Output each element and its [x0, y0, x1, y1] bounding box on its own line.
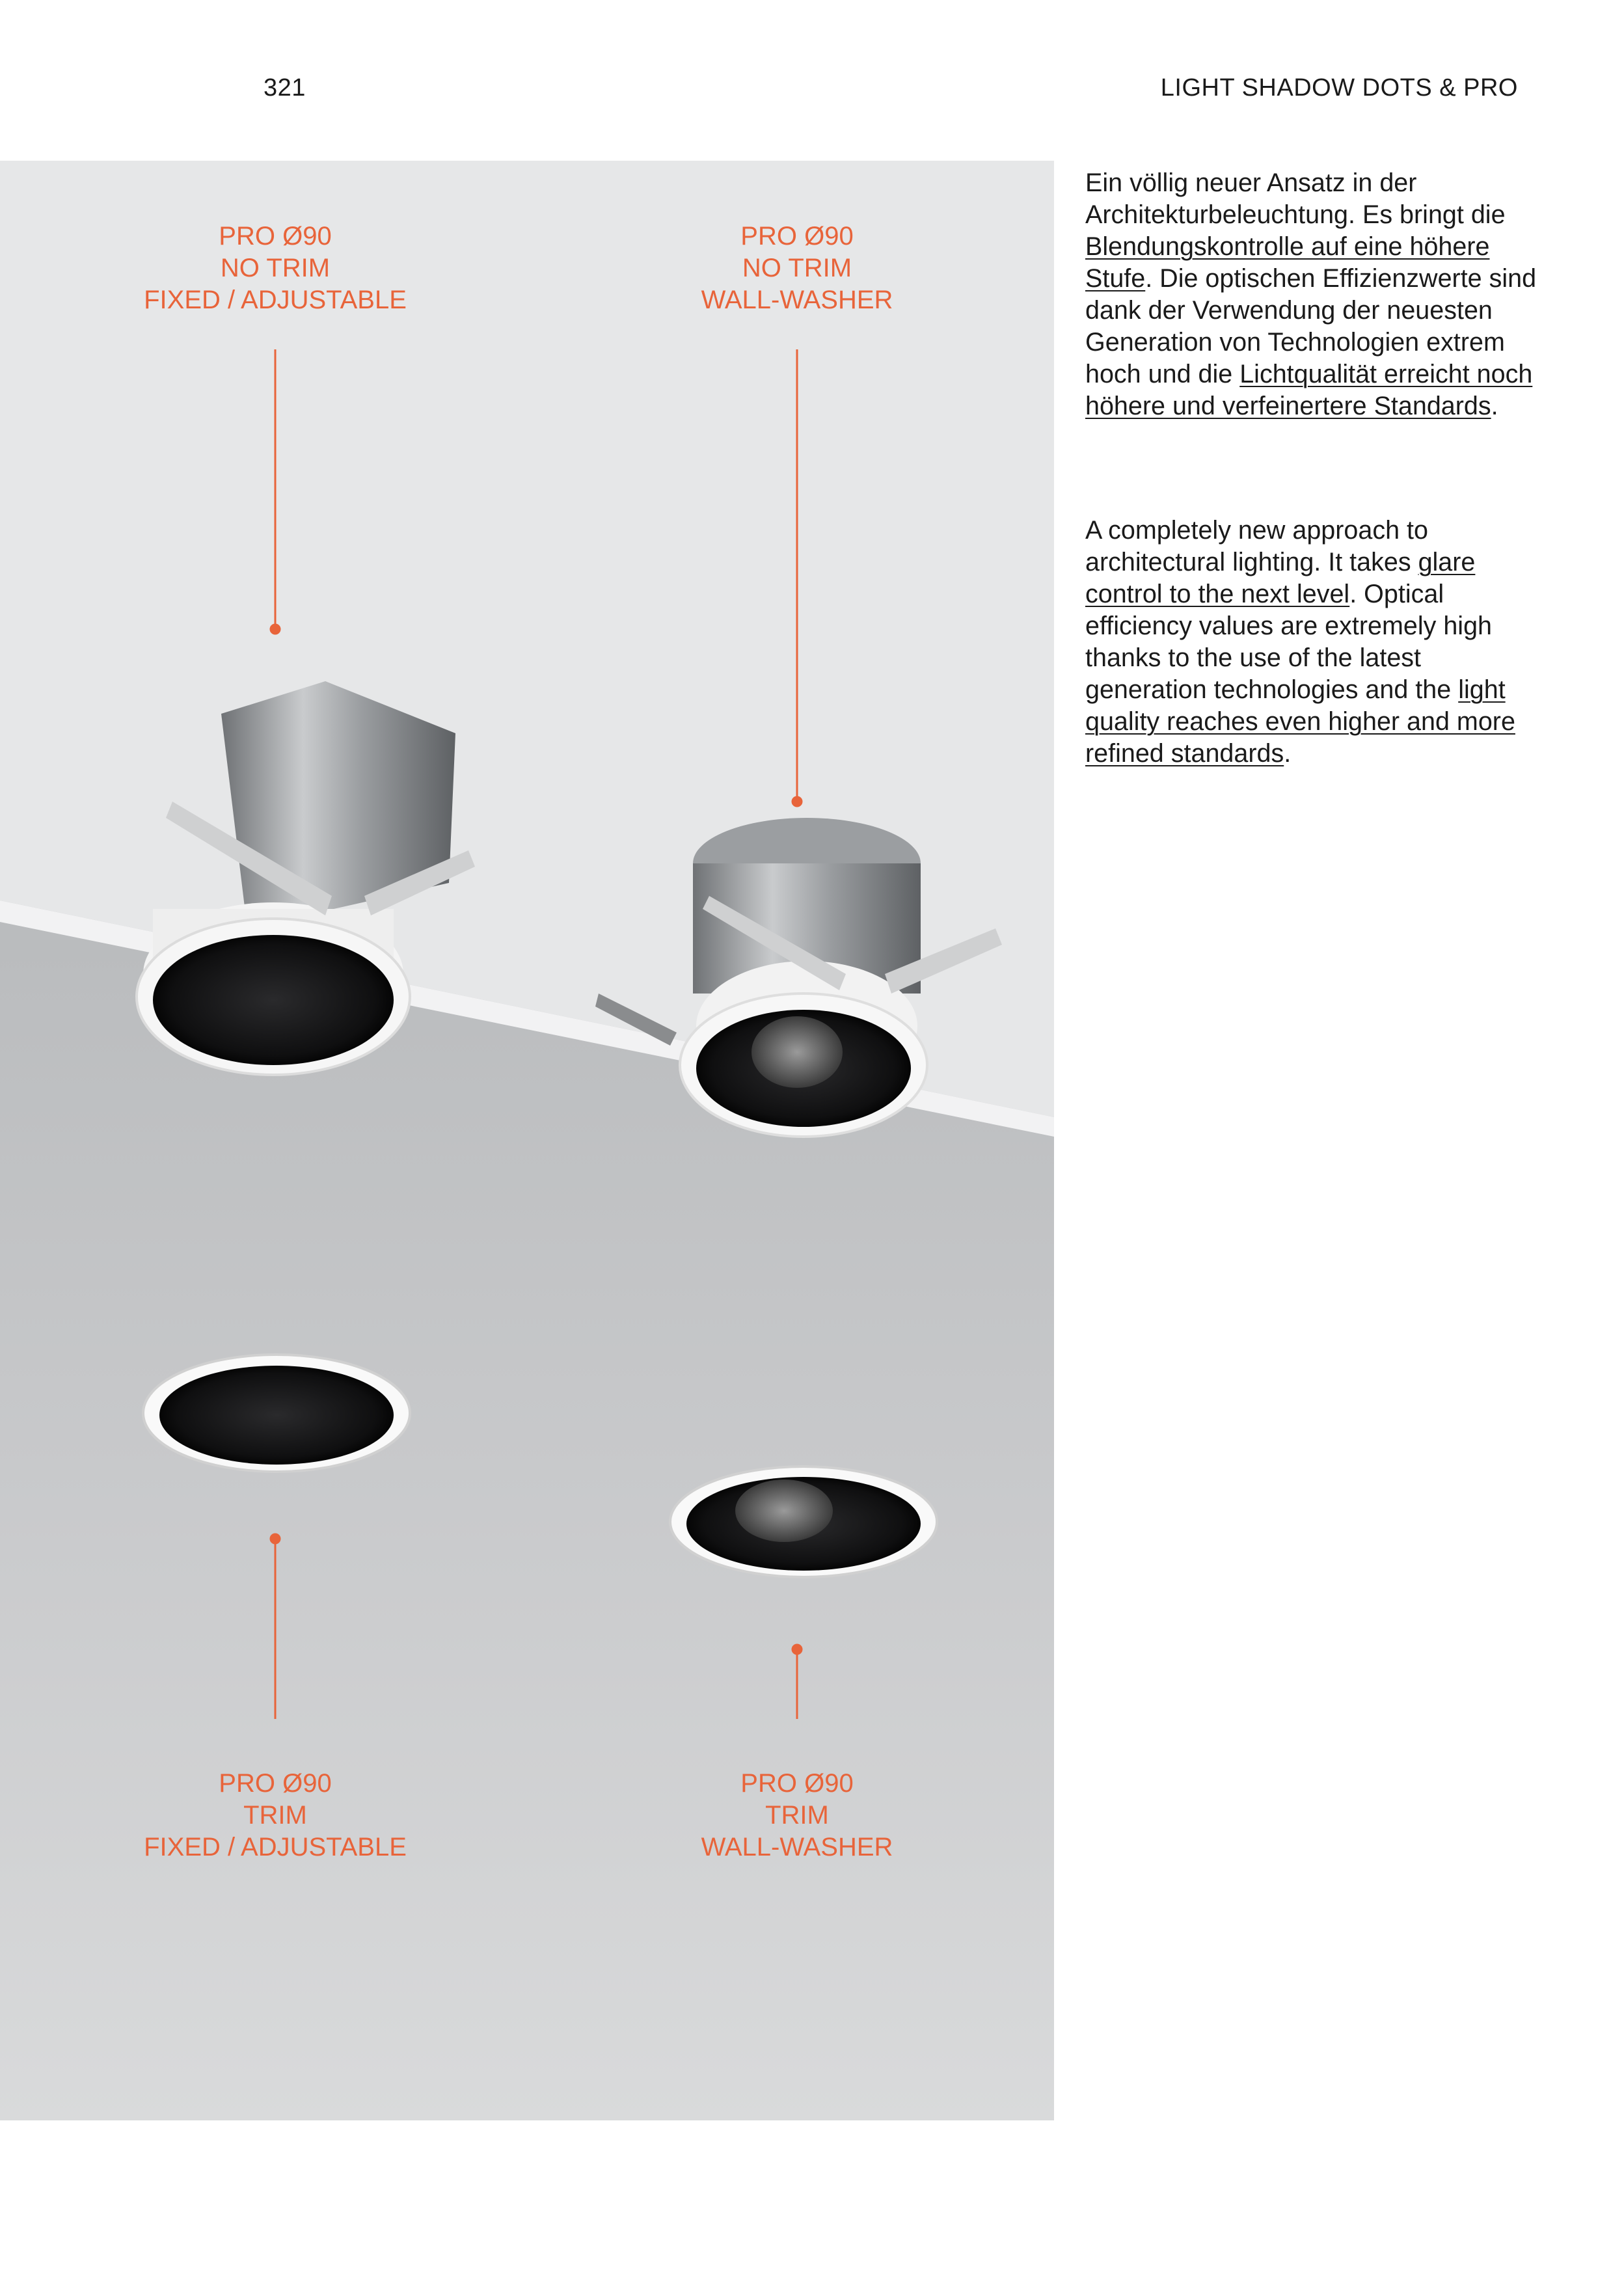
label-variant: FIXED / ADJUSTABLE: [144, 286, 407, 314]
label-variant: FIXED / ADJUSTABLE: [144, 1833, 407, 1861]
label-bottom-right: [602, 1768, 992, 1863]
leader-dot-bottom-right: [792, 1645, 802, 1654]
leader-dot-top-right: [792, 797, 802, 806]
product-photo: [0, 161, 1054, 2120]
label-bottom-left: [80, 1768, 470, 1863]
description-text: Ein völlig neuer Ansatz in der Architekturbeleuchtung. Es bringt die: [1085, 169, 1506, 229]
label-trim: TRIM: [765, 1801, 829, 1830]
description-text: .: [1284, 739, 1292, 768]
label-model: PRO Ø90: [219, 222, 332, 250]
description-highlight: Blendungskontrolle auf eine höhere Stufe: [1085, 232, 1490, 293]
label-trim: NO TRIM: [742, 254, 852, 282]
description-highlight: light quality reaches even higher and more refined standards: [1085, 675, 1515, 768]
page-number: 321: [264, 74, 306, 101]
leader-dot-top-left: [271, 625, 280, 634]
fixture-trim-fixed: [143, 1355, 410, 1472]
description-text: .: [1491, 392, 1498, 420]
label-model: PRO Ø90: [219, 1769, 332, 1798]
label-top-right: [602, 221, 992, 316]
label-variant: WALL-WASHER: [701, 286, 893, 314]
label-trim: TRIM: [243, 1801, 307, 1830]
description-german: [1085, 167, 1541, 422]
leader-dot-bottom-left: [271, 1534, 280, 1543]
description-highlight: glare control to the next level: [1085, 548, 1476, 608]
label-model: PRO Ø90: [740, 1769, 854, 1798]
description-text: . Optical efficiency values are extremely high thanks to the use of the latest generation technologies and the: [1085, 580, 1492, 704]
label-variant: WALL-WASHER: [701, 1833, 893, 1861]
label-model: PRO Ø90: [740, 222, 854, 250]
label-trim: NO TRIM: [220, 254, 331, 282]
description-highlight: Lichtqualität erreicht noch höhere und verfeinertere Standards: [1085, 360, 1533, 420]
fixture-trim-wallwasher: [670, 1467, 937, 1577]
section-title: LIGHT SHADOW DOTS & PRO: [1160, 74, 1518, 101]
label-top-left: [80, 221, 470, 316]
description-english: [1085, 515, 1541, 770]
description-text: A completely new approach to architectural lighting. It takes: [1085, 516, 1428, 576]
description-text: . Die optischen Effizienzwerte sind dank der Verwendung der neuesten Generation von Technologien extrem hoch und die: [1085, 264, 1537, 388]
